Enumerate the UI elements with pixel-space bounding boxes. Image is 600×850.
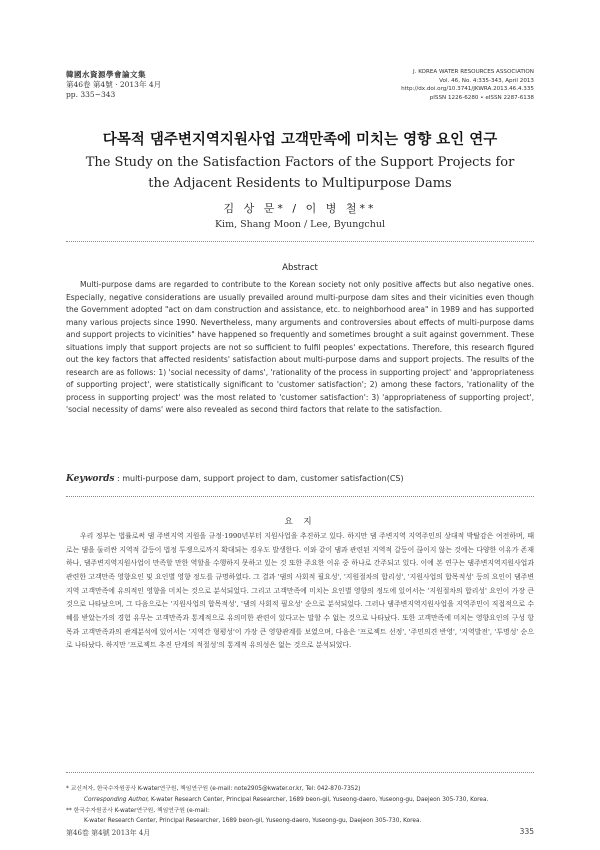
- footnote-1-en-label: Corresponding Author,: [84, 796, 150, 803]
- authors-english: Kim, Shang Moon / Lee, Byungchul: [214, 219, 386, 230]
- summary-body: [66, 530, 534, 653]
- footnote-1-en-text: K-water Research Center, Principal Researcher, 1689 beon-gil, Yuseong-daero, Yuseong-gu, Daejeon 305-730, Korea.: [151, 796, 489, 803]
- footnote-2: ** 한국수자원공사 K-water연구원, 책임연구원 (e-mail:: [66, 807, 210, 814]
- issn: pISSN 1226-6280 • eISSN 2287-6138: [429, 94, 534, 101]
- abstract-heading: Abstract: [282, 263, 318, 273]
- footnotes: [66, 784, 536, 827]
- keywords-text: : multi-purpose dam, support project to dam, customer satisfaction(CS): [116, 474, 404, 483]
- journal-volume-ko: 第46卷 第4號 · 2013年 4月: [66, 80, 162, 89]
- paper-title-korean: 다목적 댐주변지역지원사업 고객만족에 미치는 영향 요인 연구: [102, 132, 498, 148]
- journal-name-ko: 韓國水資源學會論文集: [66, 70, 146, 79]
- doi-link[interactable]: http://dx.doi.org/10.3741/JKWRA.2013.46.4.335: [401, 86, 534, 93]
- journal-pages-ko: pp. 335~343: [66, 90, 116, 99]
- abstract-body: [66, 279, 534, 417]
- summary-text: 우리 정부는 법률로써 댐 주변지역 지원을 규정·1990년부터 지원사업을 추진하고 있다. 하지만 댐 주변지역 지역주민의 상대적 박탈감은 여전하며, 때로는 댐을 둘러싼 지역적 갈등이 법정 투쟁으로까지 확대되는 경우도 발생한다. 이와 같이 댐과 관련된 지역적 갈등이 끊이지 않는 것에는 다양한 이유가 존재하나, 댐주변지역지원사업이 만족할 만한 역할을 수행하지 못하고 있는 것 또한 주요한 이유 중 하나로 간주되고 있다. 이에 본 연구는 댐주변지역지원사업과 관련한 고객만족 영향요인 및 요인별 영향 정도를 규명하였다. 그 결과 '댐의 사회적 필요성', '지원절차의 합리성', '지원사업의 합목적성' 등의 요인이 댐주변지역 고객만족에 유의적인 영향을 미치는 것으로 분석되었다. 그리고 고객만족에 미치는 요인별 영향의 정도에 있어서는 '지원절차의 합리성' 요인이 가장 큰 것으로 나타났으며, 그 다음으로는 '지원사업의 합목적성', '댐의 사회적 필요성' 순으로 분석되었다. 그러나 댐주변지역지원사업을 지역주민이 직접적으로 수혜를 받았는가의 경험 유무는 고객만족과 통계적으로 유의미한 관련이 있다고는 말할 수 없는 것으로 나타났다. 또한 고객만족에 미치는 영향요인의 구성 항목과 고객만족과의 관계분석에 있어서는 '지역간 형평성'이 가장 큰 영향관계를 보였으며, 다음은 '프로젝트 선정', '주민의견 반영', '지역발전', '투명성' 순으로 나타났다. 하지만 '프로젝트 추진 단계의 적절성'의 통계적 유의성은 없는 것으로 분석되었다.: [66, 532, 534, 650]
- divider-bottom: [66, 772, 534, 773]
- journal-volume-en: Vol. 46, No. 4:335-343, April 2013: [439, 77, 534, 84]
- footnote-2-en: K-water Research Center, Principal Researcher, 1689 beon-gil, Yuseong-daero, Yuseong-gu, Daejeon 305-730, Korea.: [84, 818, 422, 825]
- journal-header-korean: [66, 70, 161, 100]
- keywords-label: Keywords: [66, 474, 115, 484]
- footer-issue: 第46卷 第4號 2013年 4月: [66, 829, 151, 837]
- title-en-line2: the Adjacent Residents to Multipurpose Dams: [148, 176, 452, 191]
- keywords: [66, 474, 534, 484]
- paper-title-english: [0, 152, 600, 194]
- page-number: 335: [519, 827, 534, 836]
- footnote-1: * 교신저자, 한국수자원공사 K-water연구원, 책임연구원 (e-mail: note2905@kwater.or.kr, Tel: 042-870-7352): [66, 786, 361, 792]
- abstract-text: Multi-purpose dams are regarded to contribute to the Korean society not only positive affects but also negative ones. Especially, negative considerations are usually prevailed around multi-purpose dam sites and their vicinities even though the Government adopted "act on dam construction and assistance, etc. to neighborhood area" in 1989 and has supported many various projects since 1990. Nevertheless, many arguments and controversies about effects of multi-purpose dams and support projects to vicinities" have happened so frequently and sometimes brought a suit against government. These situations imply that support projects are not so sufficient to fulfil peoples' expectations. Therefore, this research figured out the key factors that affected residents' satisfaction about multi-purpose dams and support projects. The results of the research are as follows: 1) 'social necessity of dams', 'rationality of the process in supporting project' and 'appropriateness of supporting project', were statistically significant to 'customer satisfaction'; 2) among these factors, 'rationality of the process in supporting project' was the most related to 'customer satisfaction': 3) 'appropriateness of supporting project', 'social necessity of dams' were also revealed as second third factors that relate to the satisfaction.: [66, 280, 534, 415]
- journal-header-english: [401, 68, 534, 102]
- title-en-line1: The Study on the Satisfaction Factors of the Support Projects for: [85, 155, 515, 170]
- footnote-1-en: [66, 795, 536, 806]
- journal-name-en: J. KOREA WATER RESOURCES ASSOCIATION: [412, 69, 534, 75]
- summary-heading: 요 지: [284, 517, 316, 527]
- divider-middle: [66, 496, 534, 497]
- authors-korean: 김 상 문* / 이 병 철**: [223, 202, 377, 215]
- divider-top: [66, 241, 534, 242]
